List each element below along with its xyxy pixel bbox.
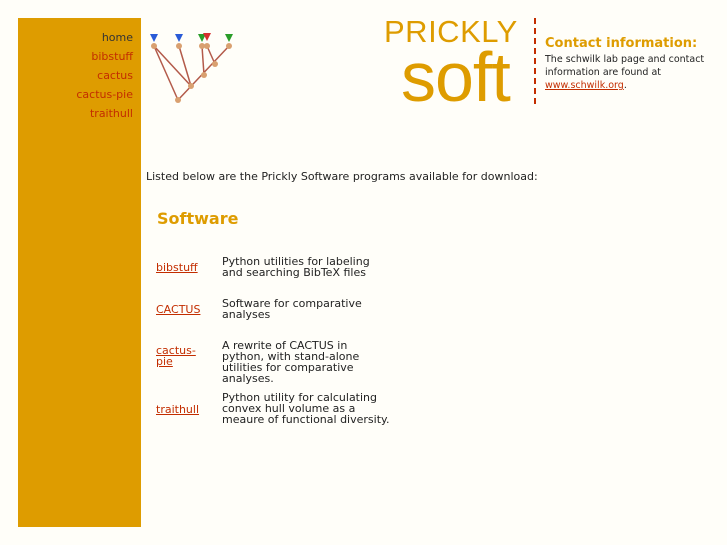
nav-cactus[interactable]: cactus [97,69,133,82]
software-desc-cactus: Software for comparative analyses [222,297,362,321]
phylogeny-tree-logo [146,30,246,105]
software-heading: Software [157,209,239,228]
software-link-cactus-pie[interactable]: cactus-pie [156,344,196,368]
brand-prickly: PRICKLY [384,14,518,49]
nav-home[interactable]: home [101,31,133,44]
software-desc-cactus-pie: A rewrite of CACTUS in python, with stand-alone utilities for comparative analyses. [222,339,360,385]
sidebar-nav [76,28,133,123]
brand-soft: soft [401,38,510,116]
contact-title: Contact information: [545,36,698,51]
contact-link[interactable]: www.schwilk.org [545,80,624,91]
contact-box [545,36,715,92]
contact-text [545,53,715,92]
contact-suffix: . [623,80,627,91]
software-desc-bibstuff: Python utilities for labeling and searching BibTeX files [222,255,370,279]
intro-text: Listed below are the Prickly Software programs available for download: [146,170,538,183]
software-link-cactus[interactable]: CACTUS [156,303,201,316]
nav-traithull[interactable]: traithull [89,107,133,120]
nav-cactus-pie[interactable]: cactus-pie [76,88,133,101]
contact-divider [534,18,536,104]
software-desc-traithull: Python utility for calculating convex hull volume as a meaure of functional diversity. [222,391,390,426]
nav-bibstuff[interactable]: bibstuff [91,50,133,63]
sidebar [18,18,141,527]
software-link-bibstuff[interactable]: bibstuff [156,261,198,274]
contact-description: The schwilk lab page and contact information are found at [545,54,705,78]
software-link-traithull[interactable]: traithull [156,403,200,416]
